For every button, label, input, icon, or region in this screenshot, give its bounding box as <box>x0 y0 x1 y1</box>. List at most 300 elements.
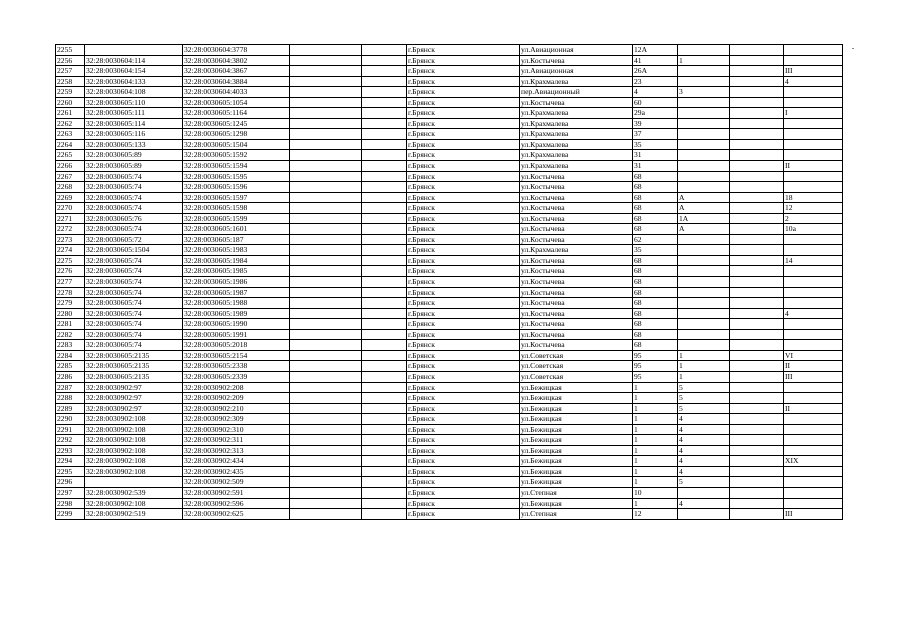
house-cell: 95 <box>633 350 678 361</box>
street-cell: ул.Костычева <box>520 298 633 309</box>
row-number-cell: 2285 <box>56 361 85 372</box>
table-row <box>56 498 843 509</box>
blank-cell-c <box>730 76 784 87</box>
house-cell: 1 <box>633 424 678 435</box>
parent-cadastral-cell: 32:28:0030605:74 <box>85 171 183 182</box>
apartment-cell <box>784 435 843 446</box>
cadastral-number-cell: 32:28:0030605:2338 <box>183 361 290 372</box>
table-row <box>56 509 843 520</box>
table-row <box>56 97 843 108</box>
table-row <box>56 171 843 182</box>
building-cell <box>678 308 730 319</box>
house-cell: 41 <box>633 55 678 66</box>
building-cell: А <box>678 192 730 203</box>
blank-cell-a <box>290 435 362 446</box>
street-cell: ул.Костычева <box>520 340 633 351</box>
blank-cell-b <box>362 319 407 330</box>
blank-cell-a <box>290 150 362 161</box>
house-cell: 31 <box>633 161 678 172</box>
cadastral-number-cell: 32:28:0030902:210 <box>183 403 290 414</box>
apartment-cell <box>784 382 843 393</box>
house-cell: 29а <box>633 108 678 119</box>
table-row <box>56 414 843 425</box>
blank-cell-c <box>730 203 784 214</box>
cadastral-number-cell: 32:28:0030605:1595 <box>183 171 290 182</box>
street-cell: ул.Крахмалева <box>520 139 633 150</box>
house-cell: 68 <box>633 329 678 340</box>
building-cell <box>678 97 730 108</box>
house-cell: 95 <box>633 361 678 372</box>
blank-cell-b <box>362 55 407 66</box>
cadastral-number-cell: 32:28:0030604:3778 <box>183 45 290 56</box>
street-cell: ул.Крахмалева <box>520 161 633 172</box>
blank-cell-b <box>362 66 407 77</box>
table-row <box>56 477 843 488</box>
blank-cell-a <box>290 213 362 224</box>
street-cell: ул.Бежицкая <box>520 477 633 488</box>
street-cell: ул.Костычева <box>520 203 633 214</box>
apartment-cell: III <box>784 371 843 382</box>
row-number-cell: 2289 <box>56 403 85 414</box>
cadastral-number-cell: 32:28:0030605:1984 <box>183 255 290 266</box>
city-cell: г.Брянск <box>407 255 520 266</box>
row-number-cell: 2295 <box>56 466 85 477</box>
blank-cell-c <box>730 456 784 467</box>
blank-cell-b <box>362 266 407 277</box>
city-cell: г.Брянск <box>407 118 520 129</box>
street-cell: ул.Костычева <box>520 255 633 266</box>
blank-cell-b <box>362 118 407 129</box>
street-cell: ул.Костычева <box>520 277 633 288</box>
city-cell: г.Брянск <box>407 150 520 161</box>
table-row <box>56 371 843 382</box>
street-cell: ул.Костычева <box>520 319 633 330</box>
apartment-cell: III <box>784 66 843 77</box>
blank-cell-a <box>290 424 362 435</box>
row-number-cell: 2257 <box>56 66 85 77</box>
blank-cell-a <box>290 255 362 266</box>
blank-cell-c <box>730 298 784 309</box>
blank-cell-c <box>730 150 784 161</box>
street-cell: ул.Бежицкая <box>520 466 633 477</box>
apartment-cell <box>784 340 843 351</box>
blank-cell-b <box>362 203 407 214</box>
street-cell: ул.Степная <box>520 509 633 520</box>
street-cell: ул.Крахмалева <box>520 76 633 87</box>
blank-cell-c <box>730 97 784 108</box>
house-cell: 37 <box>633 129 678 140</box>
building-cell: 3 <box>678 87 730 98</box>
blank-cell-c <box>730 245 784 256</box>
parent-cadastral-cell: 32:28:0030605:74 <box>85 192 183 203</box>
building-cell: 1 <box>678 350 730 361</box>
street-cell: ул.Крахмалева <box>520 118 633 129</box>
blank-cell-c <box>730 414 784 425</box>
apartment-cell: II <box>784 161 843 172</box>
city-cell: г.Брянск <box>407 287 520 298</box>
street-cell: ул.Советская <box>520 350 633 361</box>
city-cell: г.Брянск <box>407 203 520 214</box>
blank-cell-b <box>362 435 407 446</box>
blank-cell-a <box>290 55 362 66</box>
blank-cell-c <box>730 224 784 235</box>
city-cell: г.Брянск <box>407 192 520 203</box>
blank-cell-c <box>730 45 784 56</box>
table-row <box>56 466 843 477</box>
table-row <box>56 340 843 351</box>
parent-cadastral-cell: 32:28:0030605:74 <box>85 255 183 266</box>
city-cell: г.Брянск <box>407 266 520 277</box>
parent-cadastral-cell: 32:28:0030605:74 <box>85 319 183 330</box>
building-cell: 4 <box>678 466 730 477</box>
table-row <box>56 76 843 87</box>
cadastral-number-cell: 32:28:0030604:3802 <box>183 55 290 66</box>
house-cell: 12 <box>633 509 678 520</box>
cadastral-number-cell: 32:28:0030902:310 <box>183 424 290 435</box>
blank-cell-c <box>730 108 784 119</box>
city-cell: г.Брянск <box>407 487 520 498</box>
street-cell: ул.Бежицкая <box>520 414 633 425</box>
blank-cell-c <box>730 66 784 77</box>
city-cell: г.Брянск <box>407 213 520 224</box>
house-cell: 1 <box>633 466 678 477</box>
blank-cell-a <box>290 108 362 119</box>
blank-cell-b <box>362 414 407 425</box>
parent-cadastral-cell: 32:28:0030605:74 <box>85 329 183 340</box>
blank-cell-a <box>290 192 362 203</box>
apartment-cell <box>784 298 843 309</box>
table-row <box>56 319 843 330</box>
street-cell: ул.Костычева <box>520 234 633 245</box>
scan-mark <box>852 48 854 49</box>
table-row <box>56 329 843 340</box>
street-cell: ул.Бежицкая <box>520 403 633 414</box>
city-cell: г.Брянск <box>407 382 520 393</box>
cadastral-number-cell: 32:28:0030605:1987 <box>183 287 290 298</box>
apartment-cell <box>784 182 843 193</box>
blank-cell-c <box>730 445 784 456</box>
street-cell: ул.Бежицкая <box>520 498 633 509</box>
apartment-cell: VI <box>784 350 843 361</box>
street-cell: ул.Костычева <box>520 266 633 277</box>
parent-cadastral-cell: 32:28:0030902:97 <box>85 393 183 404</box>
street-cell: ул.Авиационная <box>520 66 633 77</box>
blank-cell-c <box>730 487 784 498</box>
blank-cell-a <box>290 129 362 140</box>
blank-cell-a <box>290 382 362 393</box>
street-cell: ул.Авиационная <box>520 45 633 56</box>
apartment-cell <box>784 414 843 425</box>
blank-cell-c <box>730 319 784 330</box>
cadastral-number-cell: 32:28:0030604:3867 <box>183 66 290 77</box>
blank-cell-c <box>730 55 784 66</box>
cadastral-number-cell: 32:28:0030902:591 <box>183 487 290 498</box>
parent-cadastral-cell: 32:28:0030605:72 <box>85 234 183 245</box>
city-cell: г.Брянск <box>407 129 520 140</box>
blank-cell-b <box>362 213 407 224</box>
row-number-cell: 2266 <box>56 161 85 172</box>
city-cell: г.Брянск <box>407 161 520 172</box>
blank-cell-a <box>290 139 362 150</box>
building-cell <box>678 161 730 172</box>
row-number-cell: 2265 <box>56 150 85 161</box>
building-cell <box>678 150 730 161</box>
table-row <box>56 393 843 404</box>
blank-cell-a <box>290 340 362 351</box>
blank-cell-b <box>362 361 407 372</box>
row-number-cell: 2297 <box>56 487 85 498</box>
city-cell: г.Брянск <box>407 298 520 309</box>
apartment-cell: II <box>784 403 843 414</box>
city-cell: г.Брянск <box>407 234 520 245</box>
table-row <box>56 445 843 456</box>
building-cell: 4 <box>678 456 730 467</box>
row-number-cell: 2292 <box>56 435 85 446</box>
cadastral-number-cell: 32:28:0030605:1596 <box>183 182 290 193</box>
blank-cell-c <box>730 308 784 319</box>
apartment-cell <box>784 118 843 129</box>
street-cell: ул.Костычева <box>520 213 633 224</box>
house-cell: 12А <box>633 45 678 56</box>
blank-cell-c <box>730 118 784 129</box>
blank-cell-c <box>730 329 784 340</box>
city-cell: г.Брянск <box>407 139 520 150</box>
house-cell: 1 <box>633 445 678 456</box>
row-number-cell: 2293 <box>56 445 85 456</box>
city-cell: г.Брянск <box>407 45 520 56</box>
building-cell: 1 <box>678 55 730 66</box>
city-cell: г.Брянск <box>407 277 520 288</box>
parent-cadastral-cell: 32:28:0030605:74 <box>85 287 183 298</box>
table-row <box>56 45 843 56</box>
city-cell: г.Брянск <box>407 371 520 382</box>
blank-cell-b <box>362 403 407 414</box>
cadastral-number-cell: 32:28:0030605:1599 <box>183 213 290 224</box>
apartment-cell: 2 <box>784 213 843 224</box>
city-cell: г.Брянск <box>407 498 520 509</box>
street-cell: ул.Костычева <box>520 182 633 193</box>
parent-cadastral-cell: 32:28:0030605:74 <box>85 298 183 309</box>
street-cell: ул.Советская <box>520 371 633 382</box>
parent-cadastral-cell: 32:28:0030902:519 <box>85 509 183 520</box>
house-cell: 23 <box>633 76 678 87</box>
cadastral-number-cell: 32:28:0030605:1985 <box>183 266 290 277</box>
table-row <box>56 361 843 372</box>
cadastral-number-cell: 32:28:0030902:434 <box>183 456 290 467</box>
row-number-cell: 2286 <box>56 371 85 382</box>
city-cell: г.Брянск <box>407 509 520 520</box>
apartment-cell <box>784 424 843 435</box>
blank-cell-b <box>362 487 407 498</box>
blank-cell-c <box>730 87 784 98</box>
row-number-cell: 2278 <box>56 287 85 298</box>
parent-cadastral-cell: 32:28:0030605:74 <box>85 203 183 214</box>
blank-cell-b <box>362 87 407 98</box>
blank-cell-b <box>362 424 407 435</box>
blank-cell-a <box>290 350 362 361</box>
building-cell <box>678 76 730 87</box>
apartment-cell <box>784 245 843 256</box>
cadastral-number-cell: 32:28:0030902:596 <box>183 498 290 509</box>
apartment-cell <box>784 287 843 298</box>
blank-cell-b <box>362 371 407 382</box>
blank-cell-c <box>730 255 784 266</box>
building-cell <box>678 255 730 266</box>
blank-cell-b <box>362 298 407 309</box>
blank-cell-c <box>730 509 784 520</box>
parent-cadastral-cell: 32:28:0030605:2135 <box>85 361 183 372</box>
house-cell: 1 <box>633 498 678 509</box>
table-row <box>56 87 843 98</box>
parent-cadastral-cell: 32:28:0030605:2135 <box>85 350 183 361</box>
blank-cell-c <box>730 340 784 351</box>
table-row <box>56 150 843 161</box>
house-cell: 31 <box>633 150 678 161</box>
parent-cadastral-cell: 32:28:0030604:114 <box>85 55 183 66</box>
city-cell: г.Брянск <box>407 171 520 182</box>
house-cell: 68 <box>633 213 678 224</box>
blank-cell-a <box>290 234 362 245</box>
blank-cell-c <box>730 498 784 509</box>
blank-cell-a <box>290 361 362 372</box>
city-cell: г.Брянск <box>407 393 520 404</box>
blank-cell-a <box>290 403 362 414</box>
building-cell <box>678 245 730 256</box>
house-cell: 1 <box>633 456 678 467</box>
blank-cell-b <box>362 161 407 172</box>
blank-cell-b <box>362 224 407 235</box>
cadastral-number-cell: 32:28:0030605:2154 <box>183 350 290 361</box>
house-cell: 35 <box>633 245 678 256</box>
row-number-cell: 2280 <box>56 308 85 319</box>
building-cell <box>678 139 730 150</box>
blank-cell-c <box>730 192 784 203</box>
blank-cell-c <box>730 424 784 435</box>
apartment-cell <box>784 234 843 245</box>
building-cell <box>678 340 730 351</box>
building-cell <box>678 277 730 288</box>
building-cell <box>678 287 730 298</box>
blank-cell-c <box>730 435 784 446</box>
blank-cell-c <box>730 361 784 372</box>
street-cell: ул.Костычева <box>520 171 633 182</box>
parent-cadastral-cell: 32:28:0030605:74 <box>85 340 183 351</box>
table-row <box>56 487 843 498</box>
city-cell: г.Брянск <box>407 76 520 87</box>
street-cell: ул.Бежицкая <box>520 435 633 446</box>
parent-cadastral-cell: 32:28:0030902:108 <box>85 435 183 446</box>
blank-cell-a <box>290 45 362 56</box>
row-number-cell: 2296 <box>56 477 85 488</box>
city-cell: г.Брянск <box>407 403 520 414</box>
street-cell: ул.Костычева <box>520 224 633 235</box>
building-cell <box>678 319 730 330</box>
apartment-cell: 4 <box>784 76 843 87</box>
apartment-cell: III <box>784 509 843 520</box>
row-number-cell: 2279 <box>56 298 85 309</box>
building-cell <box>678 129 730 140</box>
city-cell: г.Брянск <box>407 66 520 77</box>
building-cell <box>678 108 730 119</box>
street-cell: ул.Бежицкая <box>520 424 633 435</box>
row-number-cell: 2294 <box>56 456 85 467</box>
blank-cell-b <box>362 498 407 509</box>
house-cell: 68 <box>633 340 678 351</box>
blank-cell-c <box>730 161 784 172</box>
building-cell <box>678 509 730 520</box>
blank-cell-b <box>362 234 407 245</box>
table-row <box>56 224 843 235</box>
table-row <box>56 139 843 150</box>
table-row <box>56 277 843 288</box>
blank-cell-b <box>362 445 407 456</box>
blank-cell-a <box>290 466 362 477</box>
parent-cadastral-cell: 32:28:0030605:74 <box>85 308 183 319</box>
parent-cadastral-cell: 32:28:0030604:133 <box>85 76 183 87</box>
parent-cadastral-cell: 32:28:0030605:111 <box>85 108 183 119</box>
apartment-cell: XIX <box>784 456 843 467</box>
blank-cell-b <box>362 277 407 288</box>
blank-cell-b <box>362 139 407 150</box>
house-cell: 1 <box>633 477 678 488</box>
row-number-cell: 2255 <box>56 45 85 56</box>
building-cell <box>678 45 730 56</box>
blank-cell-a <box>290 509 362 520</box>
parent-cadastral-cell: 32:28:0030604:108 <box>85 87 183 98</box>
blank-cell-b <box>362 350 407 361</box>
blank-cell-a <box>290 308 362 319</box>
street-cell: ул.Бежицкая <box>520 393 633 404</box>
row-number-cell: 2269 <box>56 192 85 203</box>
parent-cadastral-cell: 32:28:0030605:114 <box>85 118 183 129</box>
parent-cadastral-cell: 32:28:0030605:2135 <box>85 371 183 382</box>
parent-cadastral-cell: 32:28:0030605:74 <box>85 277 183 288</box>
table-body <box>56 45 843 520</box>
apartment-cell: I <box>784 108 843 119</box>
blank-cell-a <box>290 97 362 108</box>
house-cell: 68 <box>633 319 678 330</box>
cadastral-number-cell: 32:28:0030902:208 <box>183 382 290 393</box>
blank-cell-b <box>362 171 407 182</box>
parent-cadastral-cell: 32:28:0030902:108 <box>85 456 183 467</box>
building-cell: 4 <box>678 445 730 456</box>
row-number-cell: 2268 <box>56 182 85 193</box>
blank-cell-c <box>730 171 784 182</box>
cadastral-number-cell: 32:28:0030604:3884 <box>183 76 290 87</box>
house-cell: 68 <box>633 203 678 214</box>
blank-cell-b <box>362 393 407 404</box>
table-row <box>56 350 843 361</box>
street-cell: пер.Авиационный <box>520 87 633 98</box>
house-cell: 1 <box>633 382 678 393</box>
house-cell: 1 <box>633 403 678 414</box>
table-row <box>56 255 843 266</box>
apartment-cell <box>784 319 843 330</box>
apartment-cell <box>784 487 843 498</box>
city-cell: г.Брянск <box>407 361 520 372</box>
blank-cell-b <box>362 287 407 298</box>
house-cell: 10 <box>633 487 678 498</box>
house-cell: 35 <box>633 139 678 150</box>
table-row <box>56 435 843 446</box>
cadastral-number-cell: 32:28:0030902:435 <box>183 466 290 477</box>
parent-cadastral-cell: 32:28:0030605:1504 <box>85 245 183 256</box>
blank-cell-b <box>362 329 407 340</box>
row-number-cell: 2284 <box>56 350 85 361</box>
blank-cell-c <box>730 213 784 224</box>
row-number-cell: 2282 <box>56 329 85 340</box>
table-row <box>56 308 843 319</box>
